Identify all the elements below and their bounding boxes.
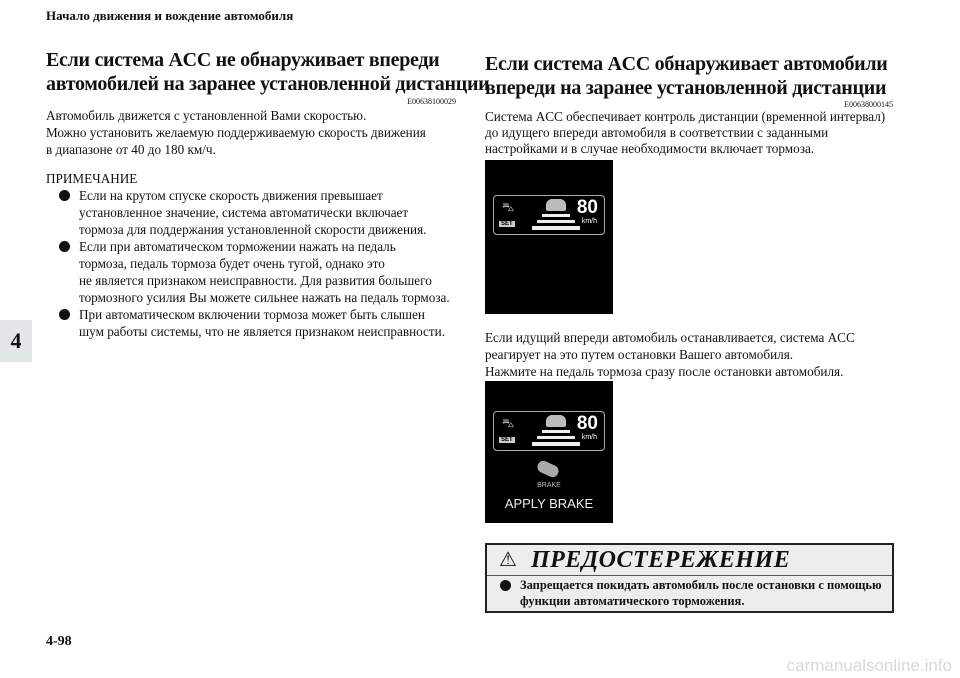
speed-unit: km/h <box>581 434 597 441</box>
text-line: функции автоматического торможения. <box>520 594 745 608</box>
distance-bar <box>537 220 575 223</box>
distance-bar <box>542 430 570 433</box>
set-label: SET <box>501 221 513 227</box>
section-title <box>46 48 490 96</box>
section-title <box>485 52 893 100</box>
text-line: настройками и в случае необходимости включает тормоза. <box>485 141 815 156</box>
text-line: тормоза для поддержания установленной скорости движения. <box>79 222 427 237</box>
text-line: При автоматическом включении тормоза может быть слышен <box>79 307 425 322</box>
text-line: в диапазоне от 40 до 180 км/ч. <box>46 142 216 157</box>
text-line: тормозного усилия Вы можете сильнее нажать на педаль тормоза. <box>79 290 450 305</box>
acc-display-image <box>485 160 613 314</box>
warning-triangle-icon: ⚠ <box>499 549 517 571</box>
acc-indicator <box>493 195 605 235</box>
paragraph <box>485 329 893 380</box>
distance-bar <box>542 214 570 217</box>
text-line: Если при автоматическом торможении нажать на педаль <box>79 239 396 254</box>
warning-item <box>487 577 892 609</box>
note-title: ПРИМЕЧАНИЕ <box>46 171 138 186</box>
page-number: 4-98 <box>46 634 72 649</box>
chapter-tab: 4 <box>0 320 32 362</box>
brake-label: BRAKE <box>537 482 561 489</box>
section-code: E00638100029 <box>407 97 456 106</box>
acc-car-icon: ⛍ <box>502 200 515 214</box>
warning-box <box>485 543 894 613</box>
set-label: SET <box>501 437 513 443</box>
text-line: Можно установить желаемую поддерживаемую скорость движения <box>46 125 426 140</box>
title-line: Если система ACC обнаруживает автомобили <box>485 53 888 75</box>
text-line: Запрещается покидать автомобиль после остановки с помощью <box>520 578 882 592</box>
note-item <box>46 187 456 238</box>
text-line: Если идущий впереди автомобиль останавливается, система ACC <box>485 330 855 345</box>
brake-foot-icon <box>535 459 560 479</box>
text-line: Если на крутом спуске скорость движения превышает <box>79 188 383 203</box>
acc-car-icon: ⛍ <box>502 416 515 430</box>
paragraph <box>485 109 893 157</box>
distance-bar <box>532 442 580 446</box>
distance-bar <box>537 436 575 439</box>
title-line: автомобилей на заранее установленной дистанции <box>46 73 490 95</box>
distance-bar <box>532 226 580 230</box>
speed-unit: km/h <box>581 218 597 225</box>
text-line: реагирует на это путем остановки Вашего автомобиля. <box>485 347 794 362</box>
vehicle-ahead-icon <box>546 199 566 211</box>
section-code: E00638000145 <box>844 100 893 109</box>
vehicle-ahead-icon <box>546 415 566 427</box>
text-line: Автомобиль движется с установленной Вами скоростью. <box>46 108 367 123</box>
text-line: Нажмите на педаль тормоза сразу после остановки автомобиля. <box>485 364 844 379</box>
warning-title: ПРЕДОСТЕРЕЖЕНИЕ <box>530 547 791 573</box>
text-line: Система ACC обеспечивает контроль дистанции (временной интервал) <box>485 109 886 124</box>
watermark: carmanualsonline.info <box>786 656 952 675</box>
notes-block <box>46 170 456 340</box>
speed-value: 80 <box>576 413 598 434</box>
text-line: тормоза, педаль тормоза будет очень тугой, однако это <box>79 256 385 271</box>
title-line: Если система ACC не обнаруживает впереди <box>46 49 440 71</box>
text-line: не является признаком неисправности. Для развития большего <box>79 273 432 288</box>
warning-header <box>487 545 892 576</box>
note-item <box>46 238 456 306</box>
apply-brake-display-image <box>485 381 613 523</box>
paragraph <box>46 107 456 158</box>
text-line: до идущего впереди автомобиля в соответствии с заданными <box>485 125 829 140</box>
acc-indicator <box>493 411 605 451</box>
title-line: впереди на заранее установленной дистанции <box>485 77 887 99</box>
running-header: Начало движения и вождение автомобиля <box>46 8 294 23</box>
text-line: установленное значение, система автоматически включает <box>79 205 409 220</box>
apply-brake-message: APPLY BRAKE <box>504 496 594 511</box>
note-item <box>46 306 456 340</box>
speed-value: 80 <box>576 197 598 218</box>
text-line: шум работы системы, что не является признаком неисправности. <box>79 324 446 339</box>
